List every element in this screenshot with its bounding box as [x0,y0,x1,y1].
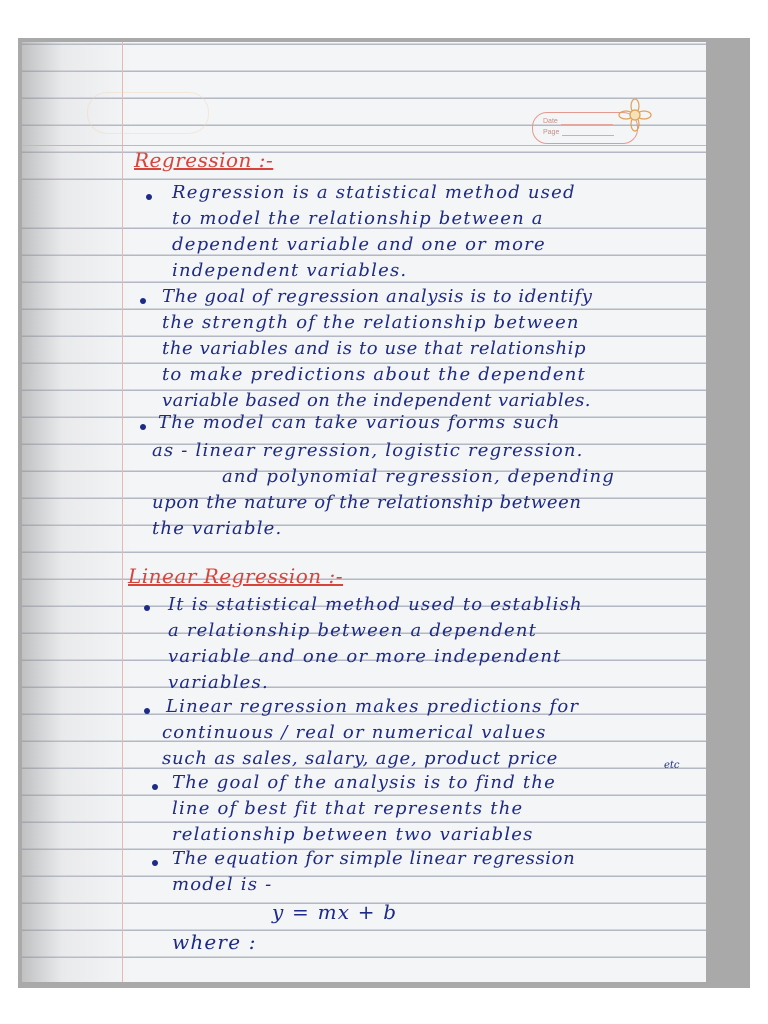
text-line: The model can take various forms such [158,412,561,433]
text-line: the variables and is to use that relationship [162,338,587,359]
text-line: such as sales, salary, age, product price [162,748,559,769]
bullet-1 [146,194,152,200]
text-line: The equation for simple linear regression [172,848,576,869]
text-line: Regression is a statistical method used [172,182,576,203]
text-line: upon the nature of the relationship between [152,492,582,513]
text-line: independent variables. [172,260,408,281]
text-line: model is - [172,874,273,895]
text-line: the strength of the relationship between [162,312,580,333]
text-line: and polynomial regression, depending [222,466,615,487]
text-line: variable based on the independent variables. [162,390,591,411]
header-rule [22,145,706,146]
annotation: etc [664,760,680,771]
text-line: to make predictions about the dependent [162,364,586,385]
bullet-4 [144,605,150,611]
text-line: line of best fit that represents the [172,798,524,819]
text-line: relationship between two variables [172,824,534,845]
text-line: dependent variable and one or more [172,234,546,255]
equation: y = mx + b [272,900,398,924]
heading-linear-regression: Linear Regression :- [128,564,344,588]
text-line: The goal of regression analysis is to identify [162,286,593,307]
flower-logo-icon [618,98,652,132]
text-line: Linear regression makes predictions for [166,696,580,717]
text-line: a relationship between a dependent [168,620,538,641]
page-label: Page [543,129,560,136]
bullet-6 [152,784,158,790]
bullet-5 [144,708,150,714]
text-line: where : [172,930,257,954]
text-line: variable and one or more independent [168,646,562,667]
text-line: It is statistical method used to establish [168,594,583,615]
text-line: as - linear regression, logistic regression. [152,440,584,461]
bullet-2 [140,298,146,304]
notebook-logo [87,92,209,134]
text-line: continuous / real or numerical values [162,722,547,743]
notebook-page [22,42,706,982]
margin-line [122,42,123,982]
bullet-7 [152,860,158,866]
date-label: Date [543,118,558,125]
text-line: the variable. [152,518,283,539]
bullet-3 [140,424,146,430]
text-line: variables. [168,672,269,693]
heading-regression: Regression :- [134,148,274,172]
text-line: to model the relationship between a [172,208,544,229]
text-line: The goal of the analysis is to find the [172,772,556,793]
